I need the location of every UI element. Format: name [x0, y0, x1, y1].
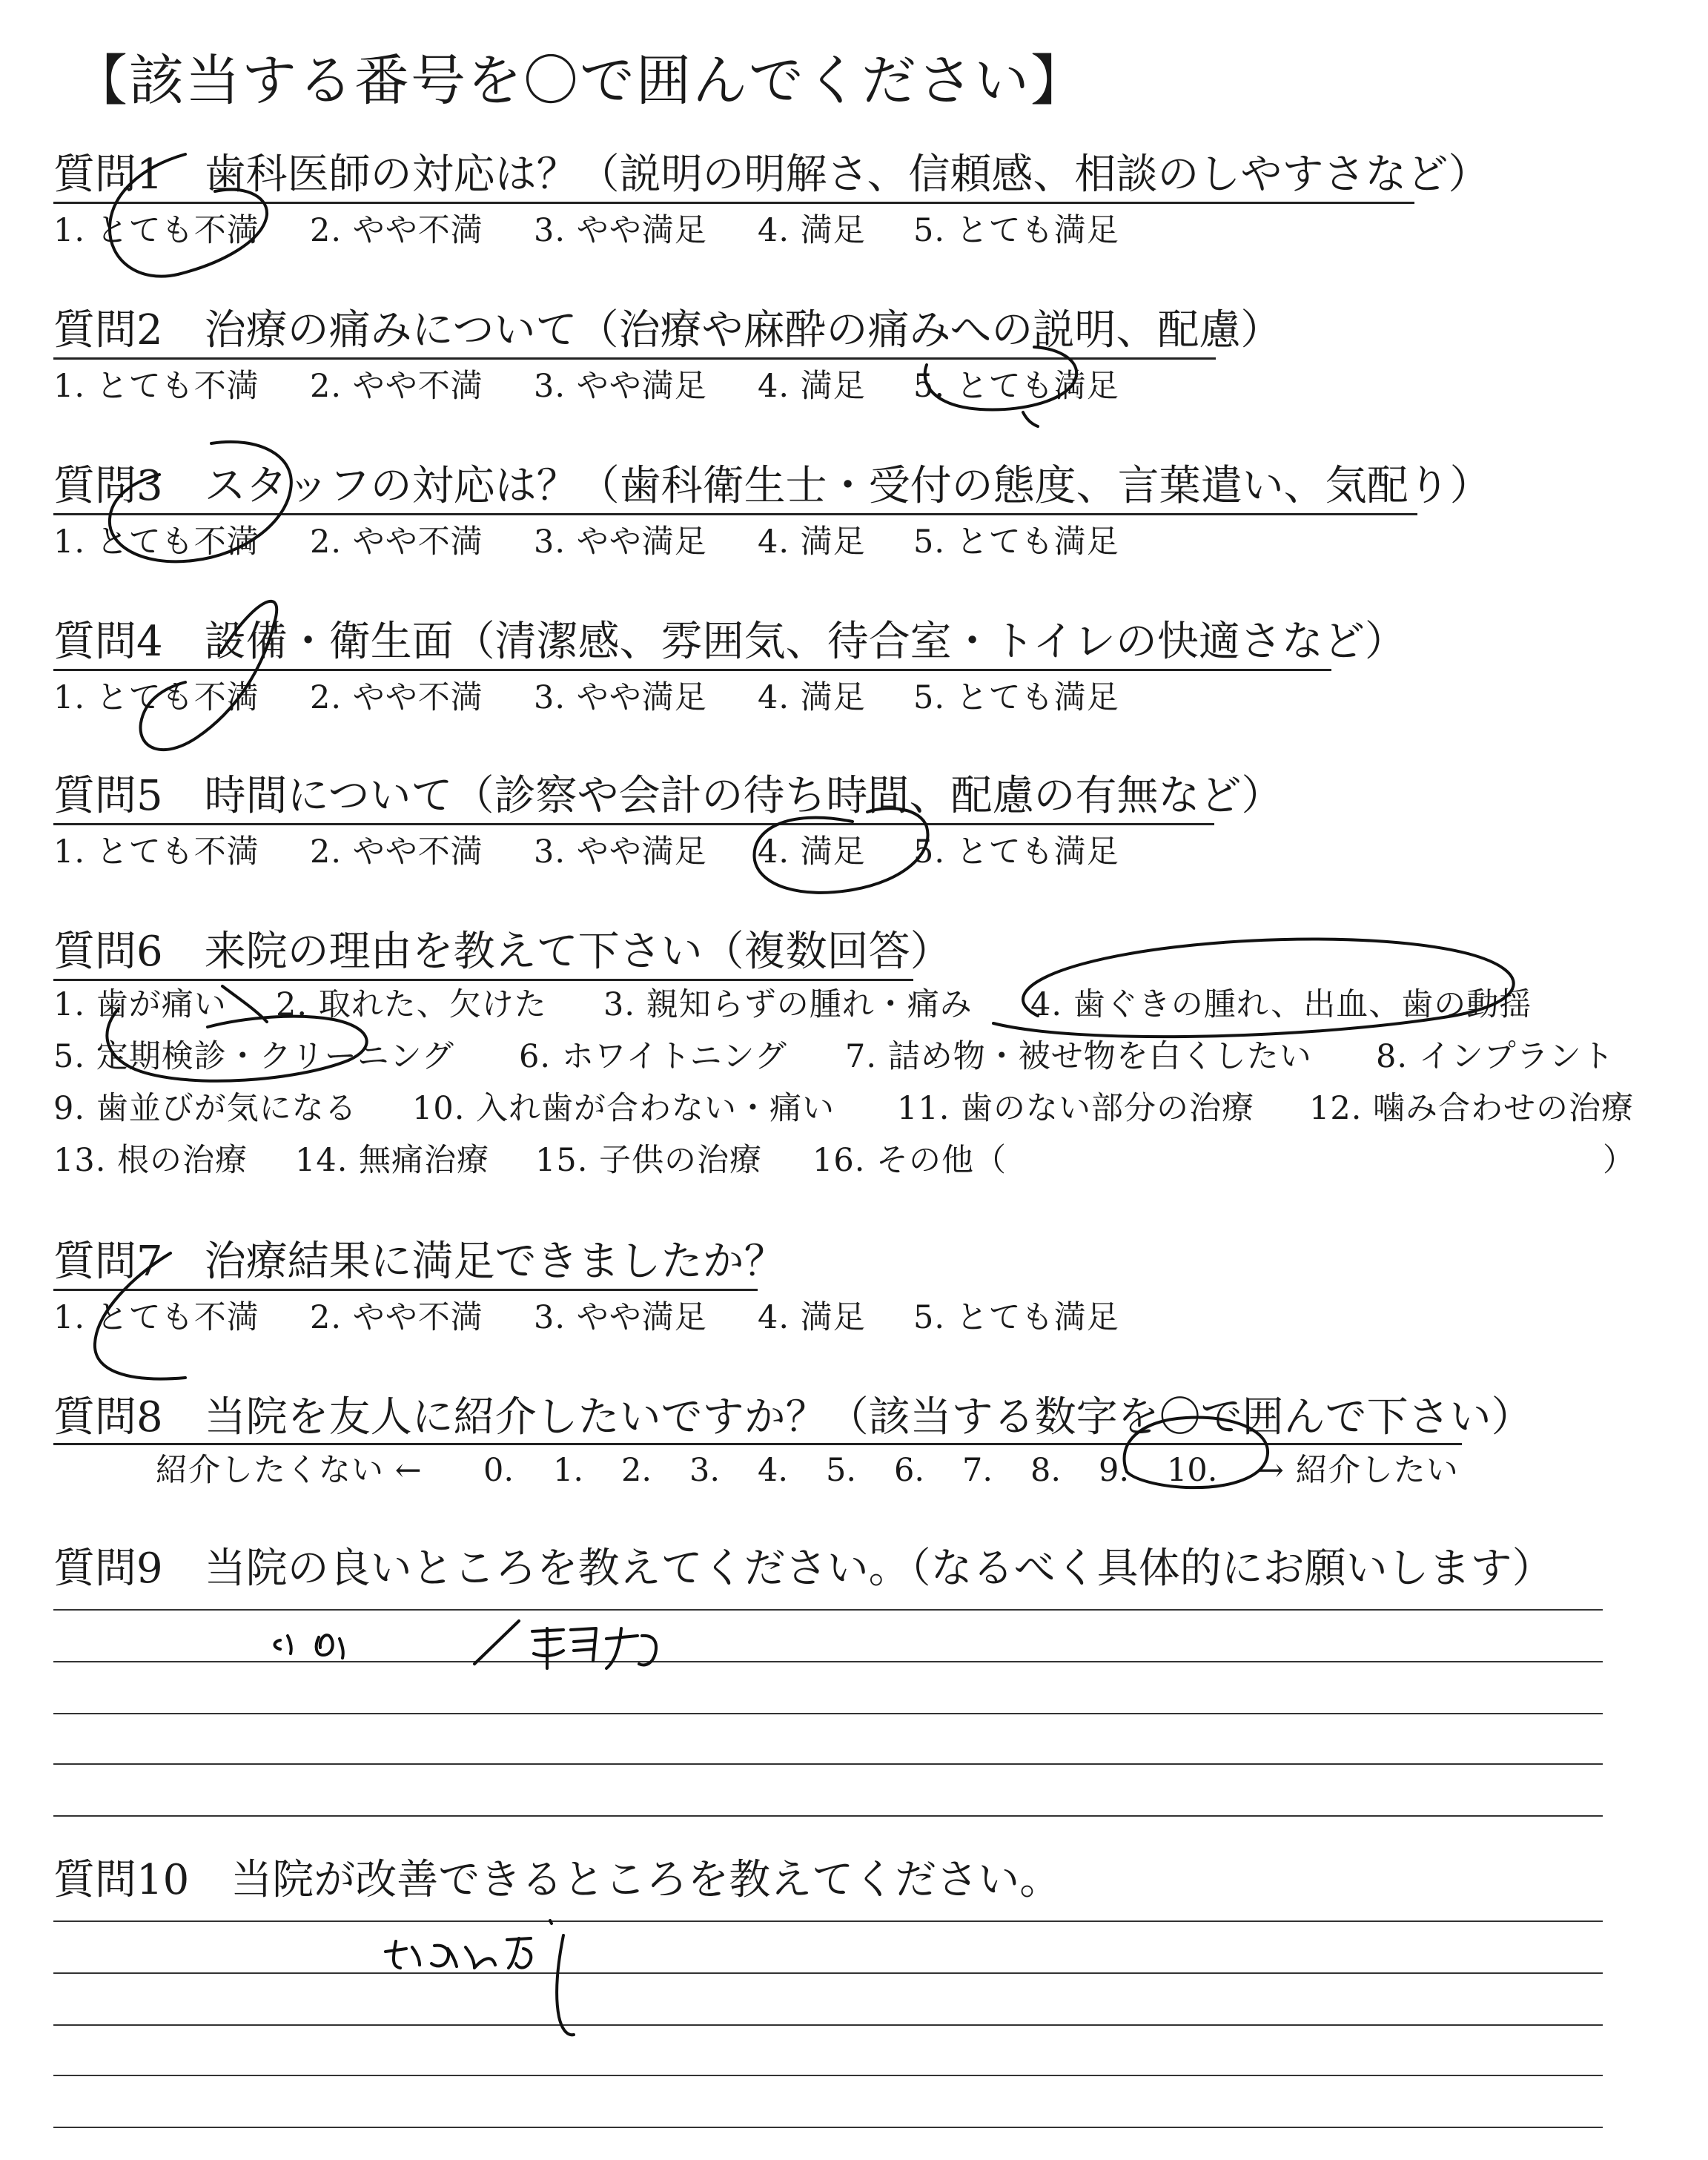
- q2-option-5[interactable]: 5. とても満足: [913, 368, 1119, 405]
- q8-number-4[interactable]: 4.: [758, 1452, 789, 1489]
- q10-answer-line: [53, 2024, 1603, 2026]
- q7-option-3[interactable]: 3. やや満足: [534, 1299, 707, 1336]
- q1-underline: [53, 202, 1414, 204]
- q6-option-5[interactable]: 5. 定期検診・クリーニング: [53, 1038, 454, 1075]
- q9-label: 質問9 当院の良いところを教えてください。（なるべく具体的にお願いします）: [53, 1545, 1554, 1593]
- q2-option-1[interactable]: 1. とても不満: [53, 368, 259, 405]
- q1-label: 質問1 歯科医師の対応は？（説明の明解さ、信頼感、相談のしやすさなど）: [53, 151, 1490, 199]
- q6-option-16-other[interactable]: 16. その他（: [812, 1142, 1007, 1179]
- q4-option-4[interactable]: 4. 満足: [758, 679, 866, 716]
- q3-option-2[interactable]: 2. やや不満: [310, 524, 483, 561]
- q6-option-9[interactable]: 9. 歯並びが気になる: [53, 1090, 357, 1127]
- q9-answer-line: [53, 1815, 1603, 1817]
- q8-number-10[interactable]: 10.: [1167, 1452, 1218, 1489]
- q6-option-15[interactable]: 15. 子供の治療: [535, 1142, 763, 1179]
- q8-number-3[interactable]: 3.: [689, 1452, 721, 1489]
- q6-underline: [53, 979, 913, 981]
- q4-option-3[interactable]: 3. やや満足: [534, 679, 707, 716]
- q3-option-1[interactable]: 1. とても不満: [53, 524, 259, 561]
- q7-underline: [53, 1289, 758, 1291]
- q10-answer-line: [53, 2075, 1603, 2076]
- q8-number-0[interactable]: 0.: [483, 1452, 514, 1489]
- q6-option-4[interactable]: 4. 歯ぐきの腫れ、出血、歯の動揺: [1030, 986, 1532, 1023]
- q8-number-2[interactable]: 2.: [621, 1452, 652, 1489]
- q4-option-5[interactable]: 5. とても満足: [913, 679, 1119, 716]
- q5-option-2[interactable]: 2. やや不満: [310, 833, 483, 871]
- q2-option-2[interactable]: 2. やや不満: [310, 368, 483, 405]
- q3-option-4[interactable]: 4. 満足: [758, 524, 866, 561]
- q9-answer-line: [53, 1763, 1603, 1765]
- q7-label: 質問7 治療結果に満足できましたか？: [53, 1238, 786, 1286]
- q1-option-2[interactable]: 2. やや不満: [310, 212, 483, 249]
- q10-handwritten-answer: [385, 1920, 574, 2035]
- q6-option-11[interactable]: 11. 歯のない部分の治療: [897, 1090, 1255, 1127]
- q6-option-1[interactable]: 1. 歯が痛い: [53, 986, 227, 1023]
- q1-option-4[interactable]: 4. 満足: [758, 212, 866, 249]
- q5-option-4[interactable]: 4. 満足: [758, 833, 866, 871]
- q9-answer-line: [53, 1609, 1603, 1611]
- q8-left-label: 紹介したくない ←: [156, 1452, 423, 1489]
- q6-option-6[interactable]: 6. ホワイトニング: [519, 1038, 787, 1075]
- q6-answer-stroke: [222, 986, 267, 1022]
- q10-answer-line: [53, 1920, 1603, 1922]
- q2-label: 質問2 治療の痛みについて（治療や麻酔の痛みへの説明、配慮）: [53, 306, 1282, 354]
- q6-option-14[interactable]: 14. 無痛治療: [295, 1142, 490, 1179]
- q2-option-4[interactable]: 4. 満足: [758, 368, 866, 405]
- q8-number-8[interactable]: 8.: [1030, 1452, 1062, 1489]
- page-title: 【該当する番号を〇で囲んでください】: [73, 49, 1087, 113]
- q1-option-5[interactable]: 5. とても満足: [913, 212, 1119, 249]
- q6-option-3[interactable]: 3. 親知らずの腫れ・痛み: [603, 986, 973, 1023]
- q6-option-7[interactable]: 7. 詰め物・被せ物を白くしたい: [845, 1038, 1312, 1075]
- q8-number-9[interactable]: 9.: [1099, 1452, 1130, 1489]
- q3-option-5[interactable]: 5. とても満足: [913, 524, 1119, 561]
- q8-right-label: → 紹介したい: [1257, 1452, 1459, 1489]
- q1-option-3[interactable]: 3. やや満足: [534, 212, 707, 249]
- q5-underline: [53, 823, 1214, 825]
- q6-label: 質問6 来院の理由を教えて下さい（複数回答）: [53, 928, 952, 976]
- q2-option-3[interactable]: 3. やや満足: [534, 368, 707, 405]
- q5-label: 質問5 時間について（診察や会計の待ち時間、配慮の有無など）: [53, 772, 1283, 820]
- q5-option-5[interactable]: 5. とても満足: [913, 833, 1119, 871]
- q2-stray-tick: [1023, 412, 1038, 426]
- q7-option-2[interactable]: 2. やや不満: [310, 1299, 483, 1336]
- q3-option-3[interactable]: 3. やや満足: [534, 524, 707, 561]
- q6-option-10[interactable]: 10. 入れ歯が合わない・痛い: [412, 1090, 835, 1127]
- q6-other-close-paren: ）: [1603, 1142, 1635, 1179]
- q9-answer-line: [53, 1661, 1603, 1662]
- q4-option-1[interactable]: 1. とても不満: [53, 679, 259, 716]
- q3-underline: [53, 513, 1417, 515]
- q3-label: 質問3 スタッフの対応は？（歯科衛生士・受付の態度、言葉遣い、気配り）: [53, 462, 1492, 510]
- q5-option-1[interactable]: 1. とても不満: [53, 833, 259, 871]
- q7-option-1[interactable]: 1. とても不満: [53, 1299, 259, 1336]
- q4-option-2[interactable]: 2. やや不満: [310, 679, 483, 716]
- q2-underline: [53, 357, 1216, 360]
- q8-number-7[interactable]: 7.: [962, 1452, 993, 1489]
- q10-answer-line: [53, 1972, 1603, 1974]
- q6-option-12[interactable]: 12. 噛み合わせの治療: [1309, 1090, 1635, 1127]
- q7-option-5[interactable]: 5. とても満足: [913, 1299, 1119, 1336]
- q9-answer-line: [53, 1713, 1603, 1714]
- q8-label: 質問8 当院を友人に紹介したいですか？（該当する数字を〇で囲んで下さい）: [53, 1393, 1533, 1441]
- q8-number-5[interactable]: 5.: [826, 1452, 857, 1489]
- q8-underline: [53, 1443, 1462, 1445]
- q7-option-4[interactable]: 4. 満足: [758, 1299, 866, 1336]
- q4-underline: [53, 669, 1331, 671]
- q6-option-2[interactable]: 2. 取れた、欠けた: [276, 986, 547, 1023]
- q6-option-13[interactable]: 13. 根の治療: [53, 1142, 248, 1179]
- q5-option-3[interactable]: 3. やや満足: [534, 833, 707, 871]
- q1-option-1[interactable]: 1. とても不満: [53, 212, 259, 249]
- q10-answer-line: [53, 2127, 1603, 2128]
- q8-number-1[interactable]: 1.: [553, 1452, 584, 1489]
- q10-label: 質問10 当院が改善できるところを教えてください。: [53, 1856, 1062, 1904]
- q4-label: 質問4 設備・衛生面（清潔感、雰囲気、待合室・トイレの快適さなど）: [53, 618, 1406, 666]
- q6-option-8[interactable]: 8. インプラント: [1376, 1038, 1615, 1075]
- q8-number-6[interactable]: 6.: [894, 1452, 925, 1489]
